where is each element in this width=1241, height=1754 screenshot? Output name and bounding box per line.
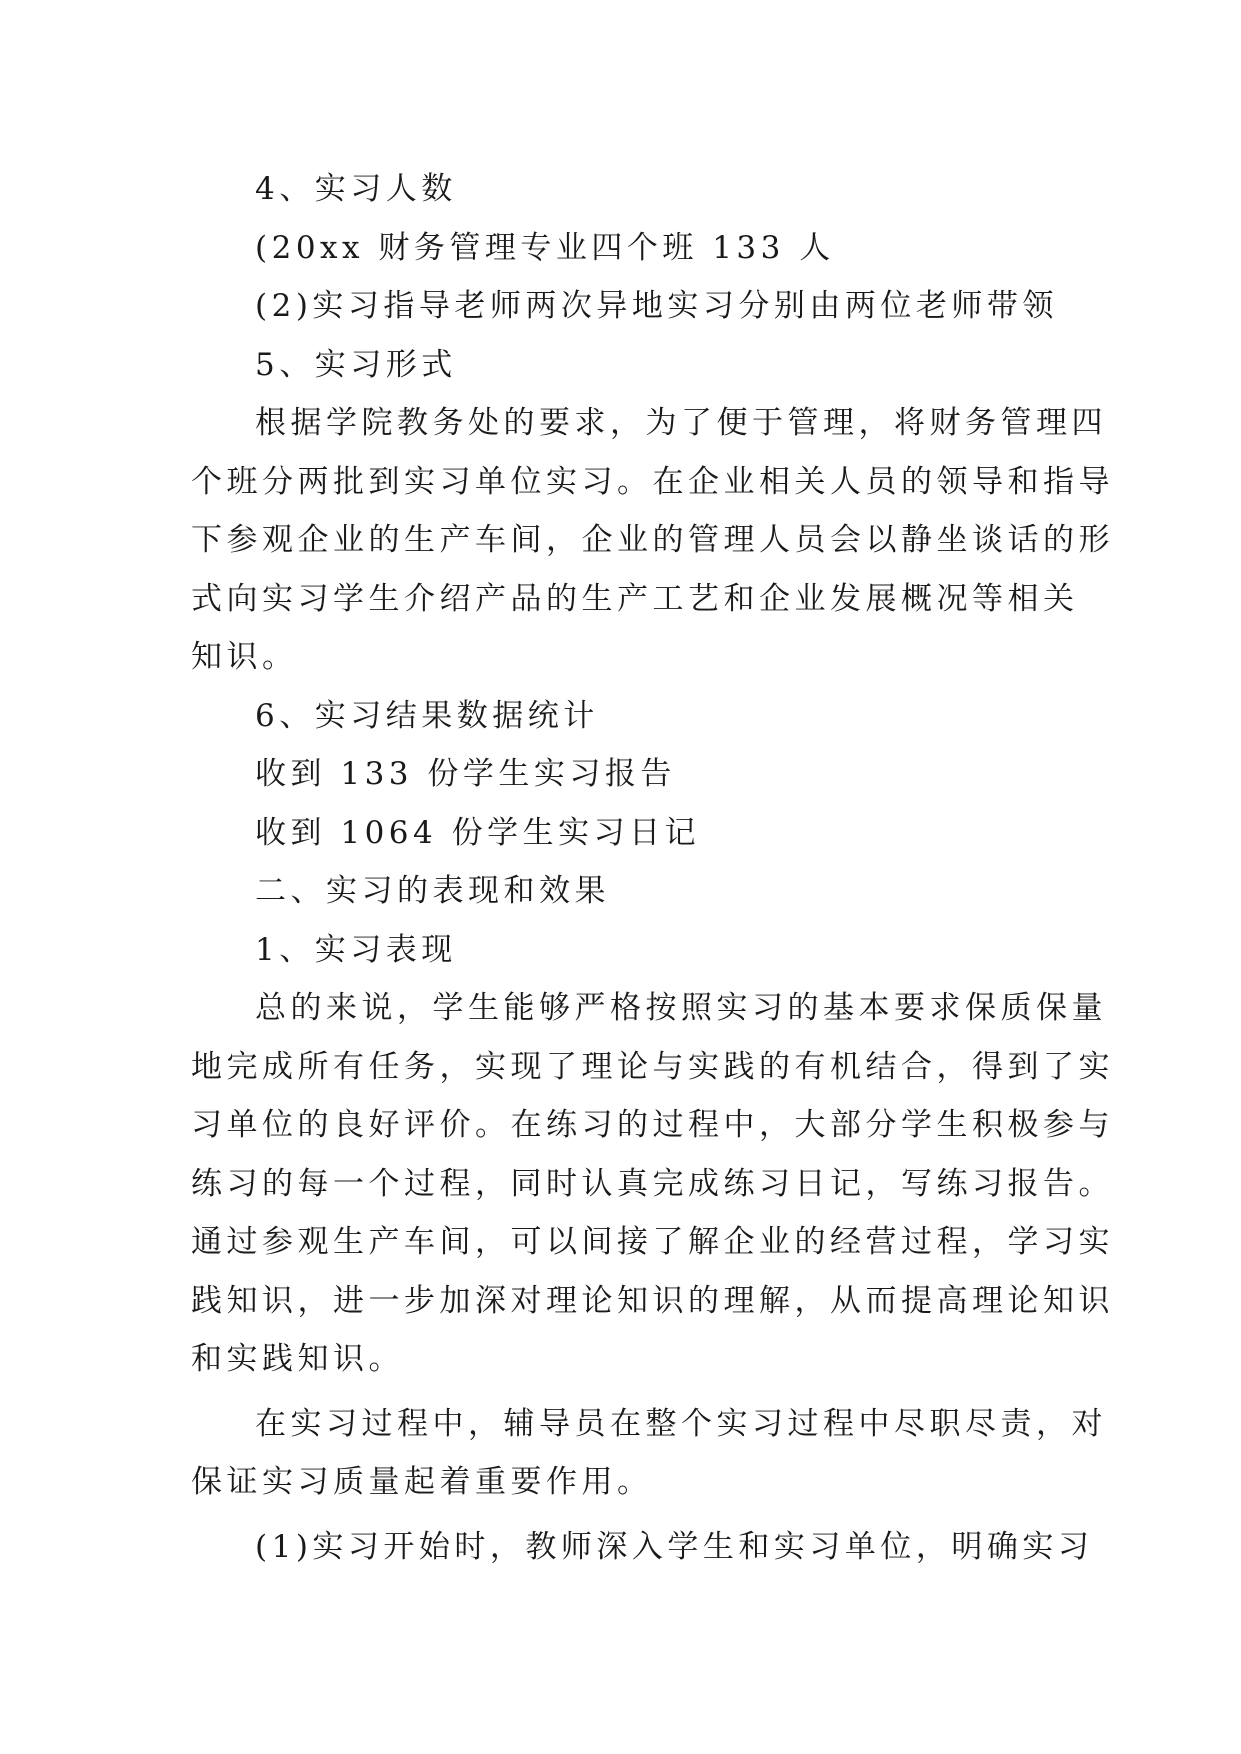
- paragraph-line: 在实习过程中，辅导员在整个实习过程中尽职尽责，对: [255, 1405, 1107, 1442]
- paragraph-line: 练习的每一个过程，同时认真完成练习日记，写练习报告。: [191, 1165, 1114, 1202]
- paragraph-line: 通过参观生产车间，可以间接了解企业的经营过程，学习实: [191, 1224, 1114, 1260]
- paragraph-line: 地完成所有任务，实现了理论与实践的有机结合，得到了实: [191, 1048, 1114, 1085]
- document-body: [191, 160, 1114, 1576]
- heading-result-statistics: 6、实习结果数据统计: [255, 697, 599, 734]
- paragraph-line: 习单位的良好评价。在练习的过程中，大部分学生积极参与: [191, 1107, 1114, 1143]
- paragraph-line: 收到 133 份学生实习报告: [255, 756, 676, 792]
- heading-practice-count: 4、实习人数: [255, 171, 457, 207]
- section-heading-performance: 二、实习的表现和效果: [255, 873, 610, 909]
- paragraph-line: 式向实习学生介绍产品的生产工艺和企业发展概况等相关: [191, 580, 1079, 617]
- paragraph-line: 下参观企业的生产车间，企业的管理人员会以静坐谈话的形: [191, 522, 1114, 558]
- paragraph-line: 收到 1064 份学生实习日记: [255, 814, 701, 851]
- paragraph-line: (1)实习开始时，教师深入学生和实习单位，明确实习: [255, 1528, 1094, 1565]
- paragraph-line: (20xx 财务管理专业四个班 133 人: [255, 229, 835, 266]
- paragraph-line: 保证实习质量起着重要作用。: [191, 1464, 653, 1500]
- paragraph-line: 和实践知识。: [191, 1341, 404, 1377]
- paragraph-line: 个班分两批到实习单位实习。在企业相关人员的领导和指导: [191, 463, 1114, 500]
- paragraph-line: 根据学院教务处的要求，为了便于管理，将财务管理四: [255, 405, 1107, 441]
- paragraph-line: 践知识，进一步加深对理论知识的理解，从而提高理论知识: [191, 1282, 1114, 1319]
- heading-practice-performance: 1、实习表现: [255, 931, 457, 968]
- heading-practice-form: 5、实习形式: [255, 346, 457, 383]
- paragraph-line: (2)实习指导老师两次异地实习分别由两位老师带领: [255, 288, 1058, 324]
- paragraph-line: 总的来说，学生能够严格按照实习的基本要求保质保量: [255, 990, 1107, 1026]
- paragraph-line: 知识。: [191, 639, 298, 675]
